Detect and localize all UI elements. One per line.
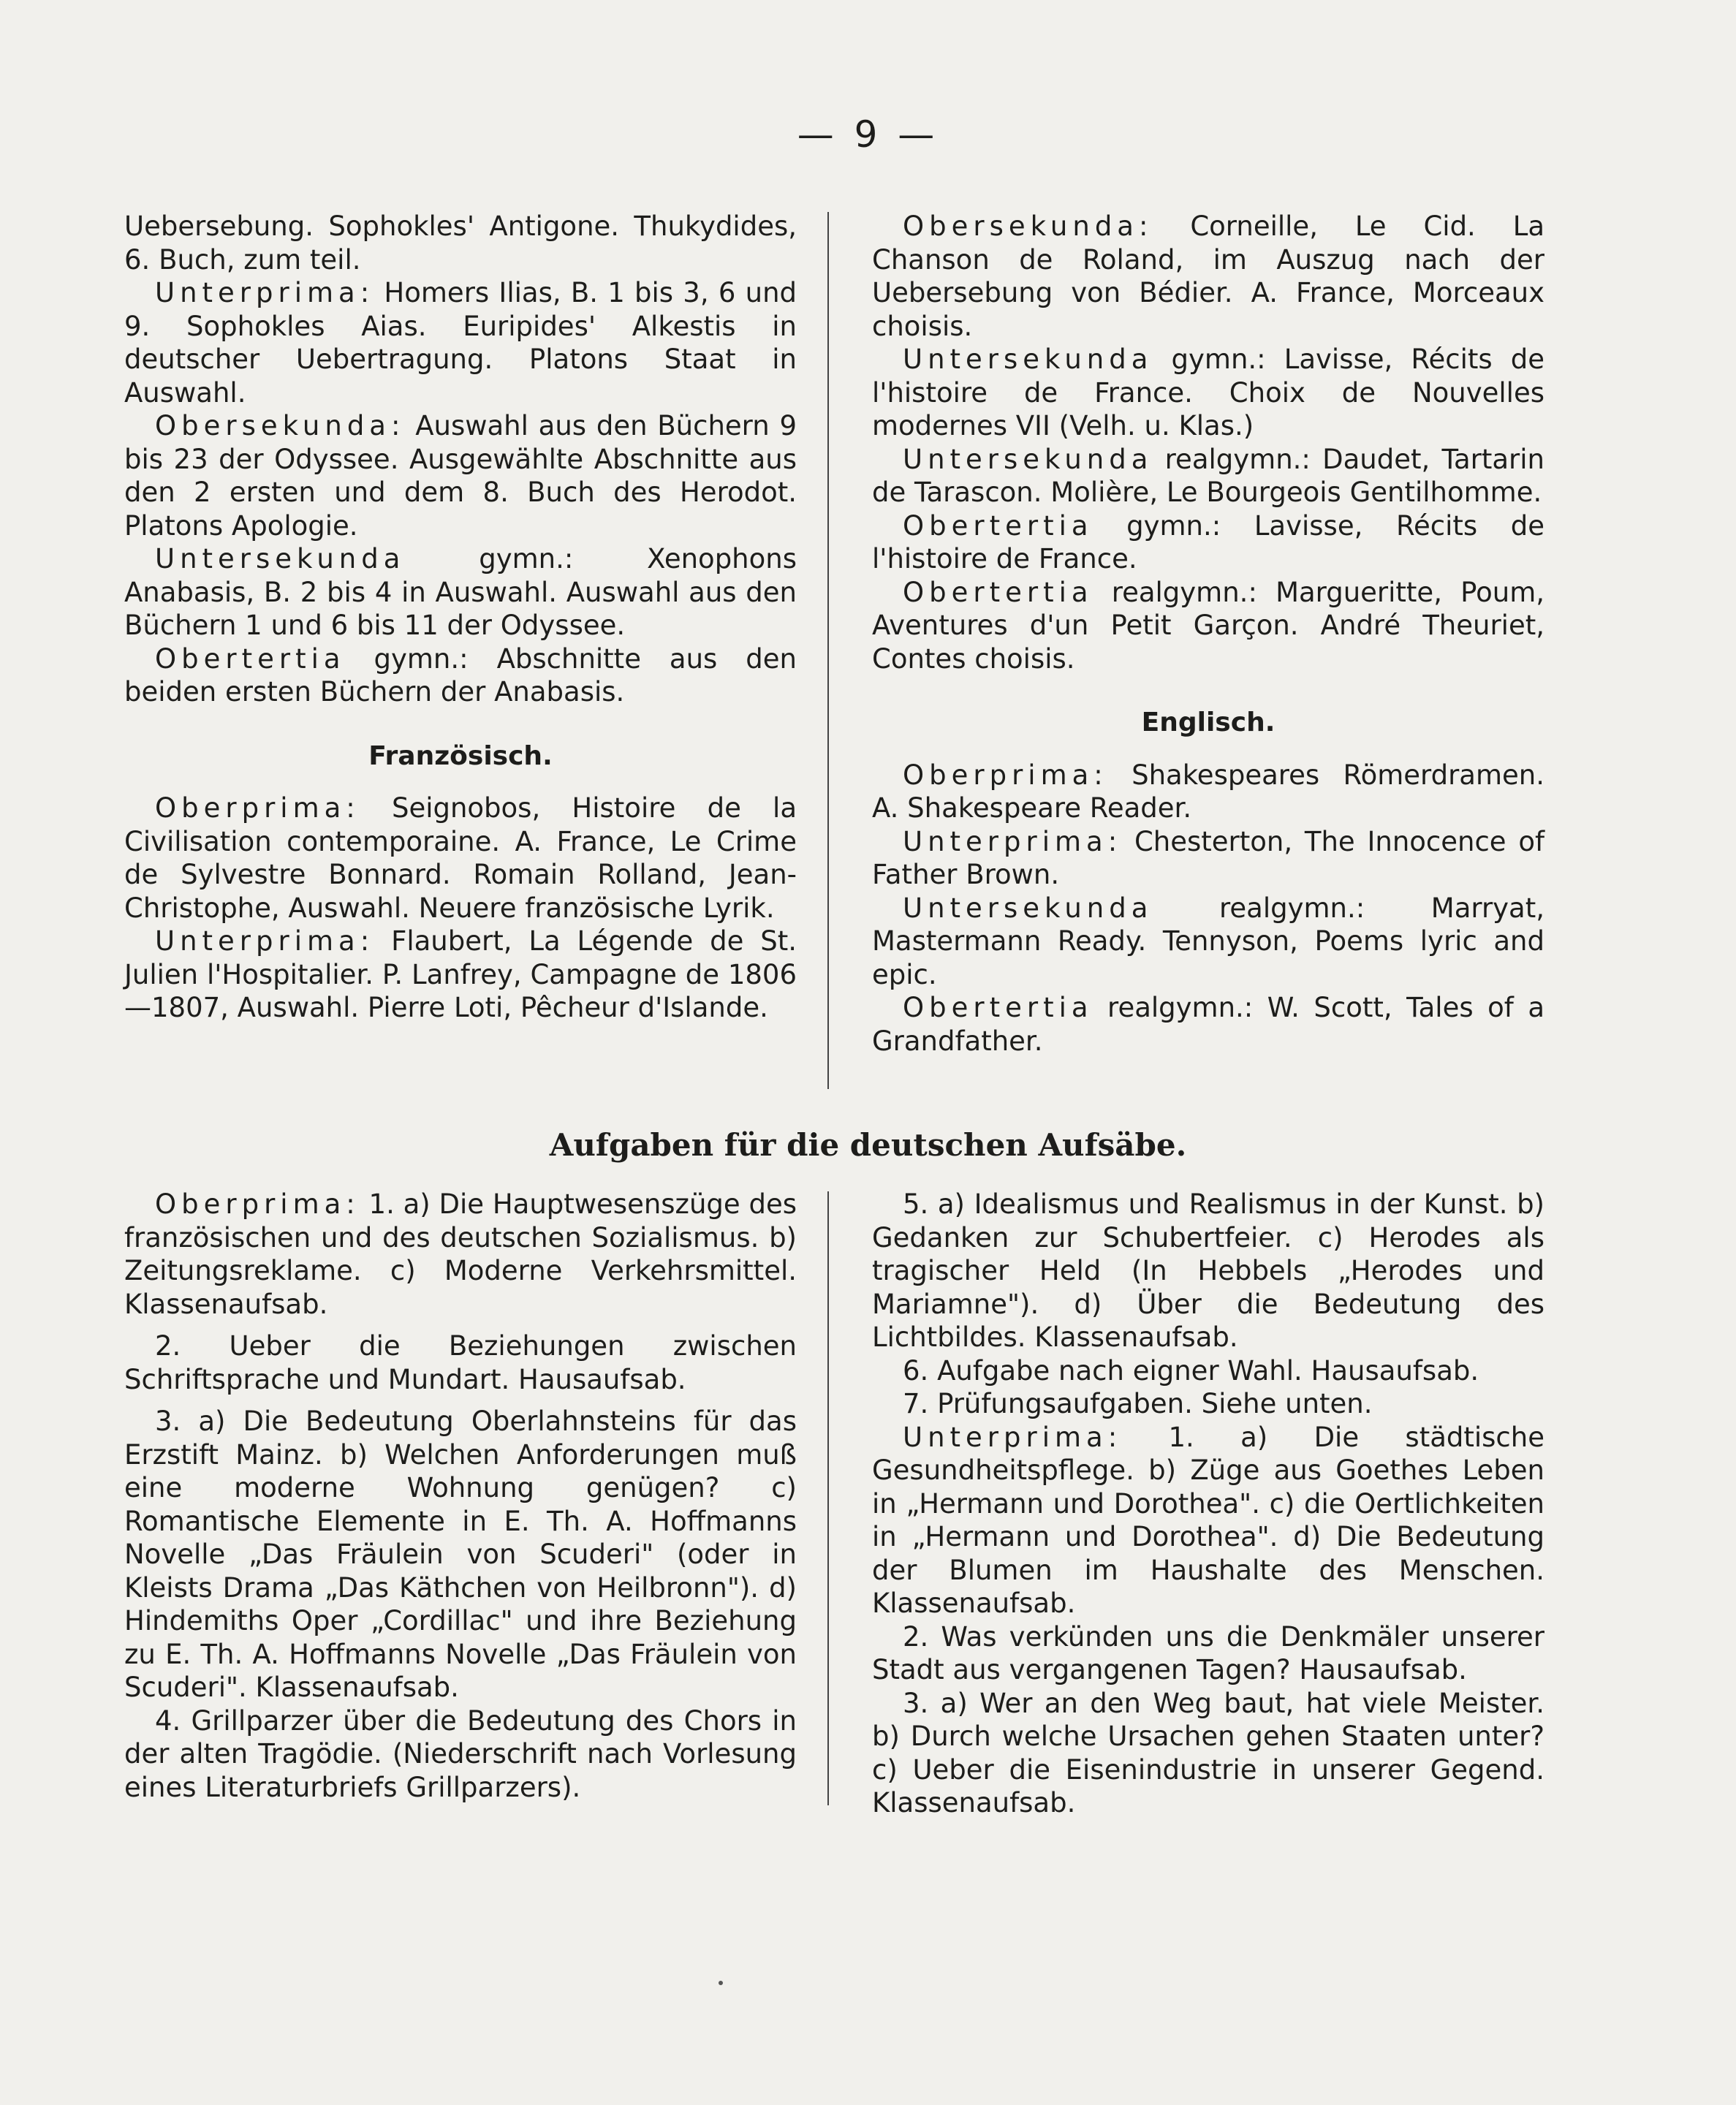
class-label: Untersekunda [903,443,1153,475]
paragraph: Unterprima: 1. a) Die städtische Gesundheitspflege. b) Züge aus Goethes Leben in „Hermann und Dorothea". c) die Oertlichkeiten in „Hermann und Dorothea". d) Die Bedeutung der Blumen im Haushalte des Menschen. Klassenaufsab. [872,1421,1544,1619]
paragraph: Oberprima: Seignobos, Histoire de la Civilisation contemporaine. A. France, Le Crime de Sylvestre Bonnard. Romain Rolland, Jean-Christophe, Auswahl. Neuere französische Lyrik. [124,792,797,924]
column-divider-bottom [827,1191,829,1805]
page-number: — 9 — [797,113,939,156]
paragraph: Obersekunda: Corneille, Le Cid. La Chanson de Roland, im Auszug nach der Uebersebung von Bédier. A. France, Morceaux choisis. [872,210,1544,342]
paragraph: 3. a) Die Bedeutung Oberlahnsteins für das Erzstift Mainz. b) Welchen Anforderungen muß eine moderne Wohnung genügen? c) Romantische Elemente in E. Th. A. Hoffmanns Novelle „Das Fräulein von Scuderi" (oder in Kleists Drama „Das Käthchen von Heilbronn"). d) Hindemiths Oper „Cordillac" und ihre Beziehung zu E. Th. A. Hoffmanns Novelle „Das Fräulein von Scuderi". Klassenaufsab. [124,1406,797,1703]
class-label: Obersekunda: [155,410,406,441]
paragraph: Obertertia gymn.: Abschnitte aus den beiden ersten Büchern der Anabasis. [124,642,797,708]
class-label: Unterprima: [155,925,375,957]
paragraph: Obersekunda: Auswahl aus den Büchern 9 bis 23 der Odyssee. Ausgewählte Abschnitte aus den 2 ersten und dem 8. Buch des Herodot. Platons Apologie. [124,410,797,542]
column-divider-top [827,212,829,1089]
paragraph: Unterprima: Chesterton, The Innocence of Father Brown. [872,825,1544,890]
paragraph: Obertertia realgymn.: W. Scott, Tales of a Grandfather. [872,992,1544,1057]
paragraph: Oberprima: 1. a) Die Hauptwesenszüge des französischen und des deutschen Sozialismus. b) Zeitungsreklame. c) Moderne Verkehrsmittel. Klassenaufsab. [124,1188,797,1320]
class-label: Untersekunda [903,892,1153,924]
class-label: Unterprima: [903,825,1123,857]
paragraph: Oberprima: Shakespeares Römerdramen. A. Shakespeare Reader. [872,759,1544,824]
paragraph: 2. Ueber die Beziehungen zwischen Schriftsprache und Mundart. Hausaufsab. [124,1330,797,1395]
paragraph: 7. Prüfungsaufgaben. Siehe unten. [903,1388,1373,1419]
class-label: Untersekunda [903,344,1153,375]
print-speck [719,1981,723,1985]
paragraph: Untersekunda gymn.: Xenophons Anabasis, B. 2 bis 4 in Auswahl. Auswahl aus den Büchern 1 und 6 bis 11 der Odyssee. [124,543,797,641]
section-heading-aufsaetze: Aufgaben für die deutschen Aufsäbe. [549,1127,1187,1163]
paragraph: Untersekunda realgymn.: Marryat, Mastermann Ready. Tennyson, Poems lyric and epic. [872,892,1544,990]
class-label: Unterprima: [903,1421,1123,1453]
paragraph: Unterprima: Homers Ilias, B. 1 bis 3, 6 und 9. Sophokles Aias. Euripides' Alkestis in deutscher Uebertragung. Platons Staat in Auswahl. [124,277,797,409]
top-right-column [872,210,1544,1058]
class-label: Obertertia [903,576,1093,608]
section-heading-englisch: Englisch. [1141,708,1276,737]
bottom-right-column [872,1188,1544,1820]
class-label: Obersekunda: [903,210,1153,242]
class-label: Obertertia [903,509,1093,542]
paragraph: Unterprima: Flaubert, La Légende de St. Julien l'Hospitalier. P. Lanfrey, Campagne de 1806—1807, Auswahl. Pierre Loti, Pêcheur d'Islande. [124,925,797,1023]
paragraph: 2. Was verkünden uns die Denkmäler unserer Stadt aus vergangenen Tagen? Hausaufsab. [872,1620,1544,1685]
class-label: Oberprima: [903,759,1108,791]
class-label: Oberprima: [155,792,360,824]
paragraph: Uebersebung. Sophokles' Antigone. Thukydides, 6. Buch, zum teil. [124,210,797,276]
paragraph: Untersekunda gymn.: Lavisse, Récits de l'histoire de France. Choix de Nouvelles modernes VII (Velh. u. Klas.) [872,344,1544,441]
paragraph: Untersekunda realgymn.: Daudet, Tartarin de Tarascon. Molière, Le Bourgeois Gentilhomme. [872,443,1544,508]
class-label: Obertertia [903,992,1093,1023]
class-label: Oberprima: [155,1188,360,1220]
paragraph: 6. Aufgabe nach eigner Wahl. Hausaufsab. [903,1354,1479,1387]
paragraph: 3. a) Wer an den Weg baut, hat viele Meister. b) Durch welche Ursachen gehen Staaten unter? c) Ueber die Eisenindustrie in unserer Gegend. Klassenaufsab. [872,1687,1544,1818]
class-label: Unterprima: [155,277,375,308]
paragraph: 5. a) Idealismus und Realismus in der Kunst. b) Gedanken zur Schubertfeier. c) Herodes als tragischer Held (In Hebbels „Herodes und Mariamne"). d) Über die Bedeutung des Lichtbildes. Klassenaufsab. [872,1188,1544,1353]
paragraph: Obertertia gymn.: Lavisse, Récits de l'histoire de France. [872,509,1544,574]
top-left-column [124,210,797,1025]
paragraph: Obertertia realgymn.: Margueritte, Poum, Aventures d'un Petit Garçon. André Theuriet, Contes choisis. [872,576,1544,675]
class-label: Untersekunda [155,543,406,574]
class-label: Obertertia [155,642,346,675]
section-heading-franzoesisch: Französisch. [368,740,553,771]
bottom-left-column [124,1188,797,1804]
paragraph: 4. Grillparzer über die Bedeutung des Chors in der alten Tragödie. (Niederschrift nach Vorlesung eines Literaturbriefs Grillparzers). [124,1704,797,1803]
